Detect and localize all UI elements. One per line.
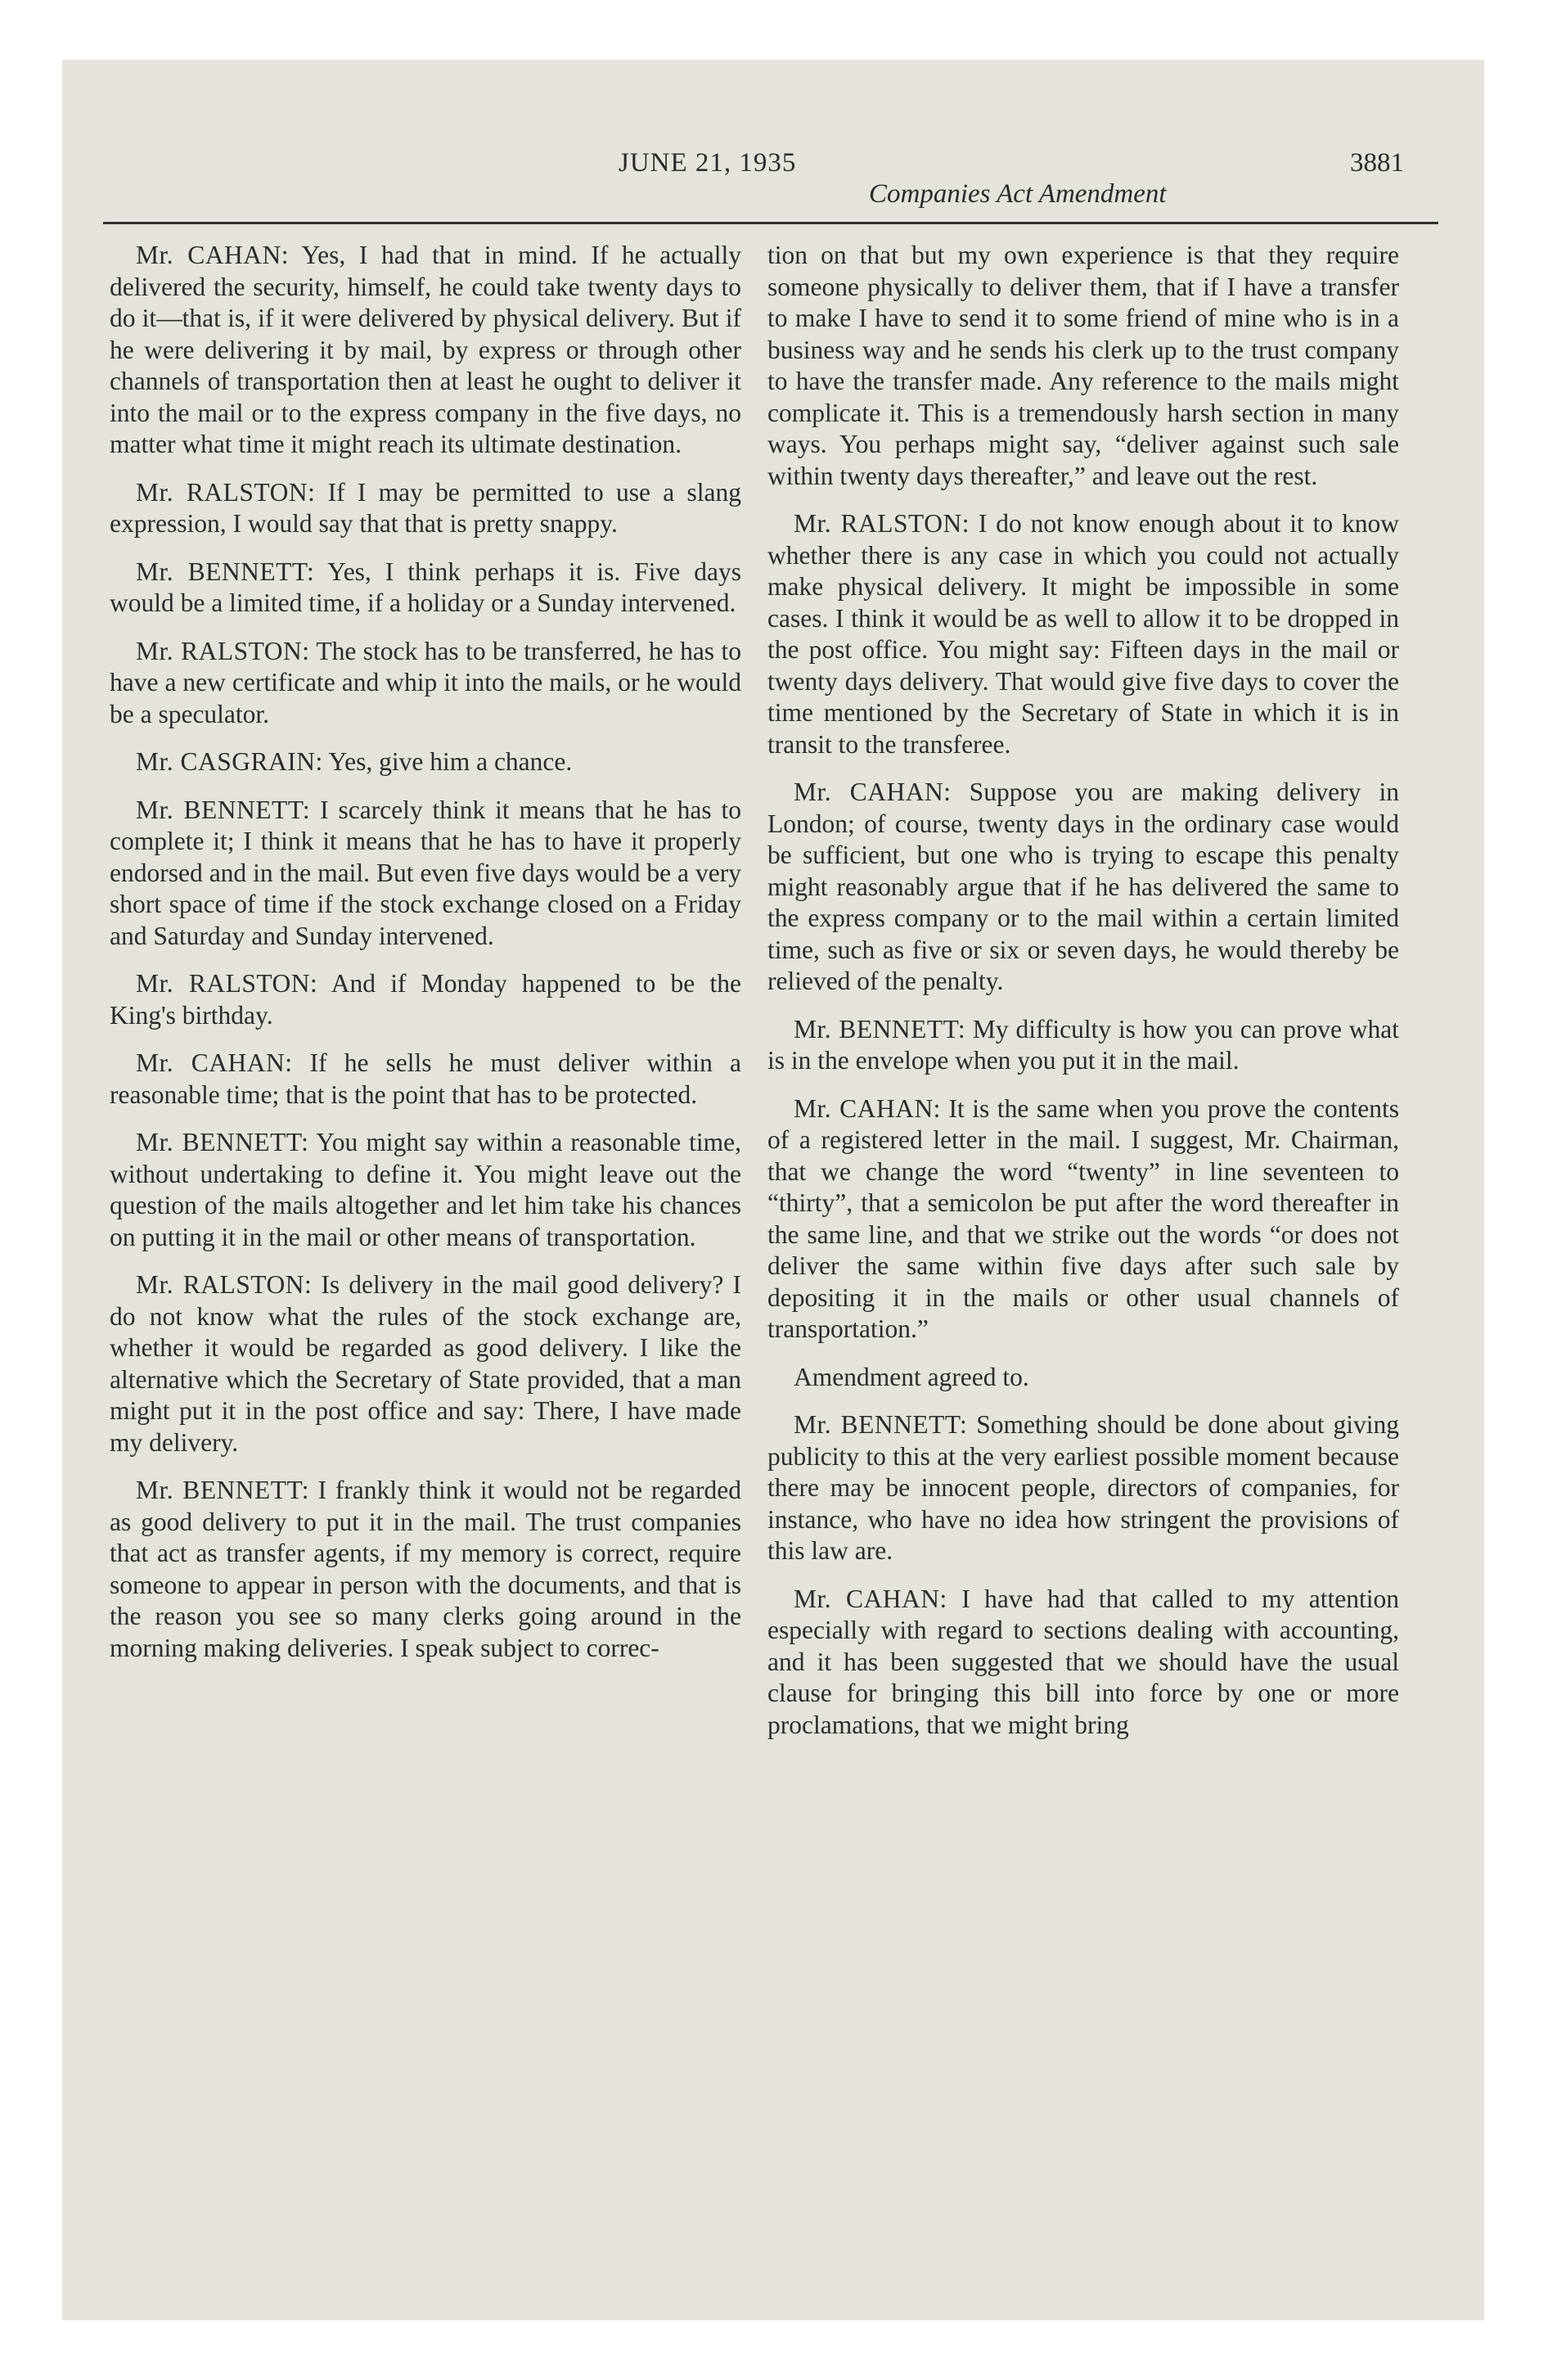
speaker-name: Mr. RALSTON: [136, 477, 316, 507]
paragraph-text: I frankly think it would not be regarded as good delivery to put it in the mail. The trust companies that act as transfer agents, if my memory is correct, require someone to appear in person with the documents, and that is the reason you see so many clerks going around in the morning making deliveries. I speak subject to correc- [110, 1476, 741, 1662]
paragraph-text: You might say within a reasonable time, without undertaking to define it. You might leave out the question of the mails altogether and let him take his chances on putting it in the mail or other means of transportation. [110, 1128, 741, 1251]
speaker-name: Mr. RALSTON: [794, 509, 970, 538]
paragraph [110, 477, 741, 540]
paragraph [767, 1014, 1399, 1077]
paragraph [110, 1127, 741, 1253]
speaker-name: Mr. RALSTON: [136, 969, 318, 998]
paragraph [767, 1409, 1399, 1567]
paragraph-text: It is the same when you prove the contents of a registered letter in the mail. I suggest, Mr. Chairman, that we change the word “twenty” in line seventeen to “thirty”, that a semicolon be put after the word thereafter in the same line, and that we strike out the words “or does not deliver the same within five days after such sale by depositing it in the mails or other usual channels of transportation.” [767, 1093, 1400, 1343]
speaker-name: Mr. CAHAN: [794, 1584, 947, 1613]
paragraph [110, 795, 741, 953]
paragraph-text: My difficulty is how you can prove what is in the envelope when you put it in the mail. [767, 1014, 1400, 1075]
header-rule [103, 222, 1438, 224]
paragraph [110, 557, 741, 620]
document-page [62, 60, 1484, 2320]
speaker-name: Mr. BENNETT: [136, 1476, 309, 1504]
paragraph [767, 1093, 1399, 1346]
paragraph-text: I have had that called to my attention especially with regard to sections dealing with accounting, and it has been suggested that we should have the usual clause for bringing this bill into force by one or more proclamations, that we might bring [767, 1584, 1400, 1739]
paragraph-text: Yes, I had that in mind. If he actually delivered the security, himself, he could take twenty days to do it—that is, if it were delivered by physical delivery. But if he were delivering it by mail, by express or through other channels of transportation then at least he ought to deliver it into the mail or to the express company in the five days, no matter what time it might reach its ultimate destination. [110, 241, 741, 458]
paragraph [767, 777, 1399, 998]
paragraph [110, 1048, 741, 1111]
speaker-name: Mr. BENNETT: [136, 1128, 309, 1156]
speaker-name: Mr. CASGRAIN: [136, 747, 323, 776]
speaker-name: Mr. BENNETT: [794, 1014, 966, 1044]
paragraph-text: Is delivery in the mail good delivery? I do not know what the rules of the stock exchange are, whether it would be regarded as good delivery. I like the alternative which the Secretary of State provided, that a man might put it in the post office and say: There, I have made my delivery. [110, 1270, 742, 1457]
speaker-name: Mr. CAHAN: [136, 1048, 293, 1077]
speaker-name: Mr. BENNETT: [136, 557, 315, 586]
paragraph [767, 1584, 1399, 1742]
speaker-name: Mr. CAHAN: [794, 778, 952, 806]
paragraph-text: Yes, I think perhaps it is. Five days would be a limited time, if a holiday or a Sunday intervened. [110, 557, 741, 617]
paragraph [110, 968, 741, 1031]
paragraph [110, 746, 741, 778]
speaker-name: Mr. CAHAN: [794, 1093, 941, 1123]
speaker-name: Mr. BENNETT: [794, 1410, 968, 1439]
paragraph-text: Yes, give him a chance. [328, 747, 573, 776]
speaker-name: Mr. BENNETT: [136, 795, 311, 824]
paragraph-continuation: tion on that but my own experience is that they require someone physically to deliver them, that if I have a transfer to make I have to send it to some friend of mine who is in a business way and he sends his clerk up to the trust company to have the transfer made. Any reference to the mails might complicate it. This is a tremendously harsh section in many ways. You perhaps might say, “deliver against such sale within twenty days thereafter,” and leave out the rest. [767, 241, 1399, 490]
paragraph-text: If he sells he must deliver within a reasonable time; that is the point that has to be protected. [110, 1048, 741, 1109]
page-number: 3881 [1350, 148, 1404, 178]
paragraph [110, 240, 741, 461]
header-date: JUNE 21, 1935 [619, 148, 797, 178]
left-column [110, 240, 741, 1680]
right-column [767, 240, 1399, 1757]
paragraph-text: And if Monday happened to be the King's birthday. [110, 969, 741, 1030]
stage-direction [767, 1362, 1399, 1394]
paragraph [110, 1475, 741, 1664]
paragraph-text: Amendment agreed to. [794, 1362, 1029, 1391]
paragraph [767, 508, 1399, 760]
speaker-name: Mr. RALSTON: [136, 1270, 313, 1299]
paragraph-text: I do not know enough about it to know whether there is any case in which you could not actually make physical delivery. It might be impossible in some cases. I think it would be as well to allow it to be dropped in the post office. You might say: Fifteen days in the mail or twenty days delivery. That would give five days to cover the time mentioned by the Secretary of State in which it is in transit to the transferee. [767, 509, 1400, 759]
paragraph-text: Suppose you are making delivery in London; of course, twenty days in the ordinary case would be sufficient, but one who is trying to escape this penalty might reasonably argue that if he has delivered the same to the express company or to the mail within a certain limited time, such as five or six or seven days, he would thereby be relieved of the penalty. [767, 778, 1400, 995]
paragraph [110, 636, 741, 731]
paragraph-text: Something should be done about giving publicity to this at the very earliest possible moment because there may be innocent people, directors of companies, for instance, who have no idea how stringent the provisions of this law are. [767, 1410, 1400, 1565]
speaker-name: Mr. RALSTON: [136, 636, 310, 665]
paragraph-text: If I may be permitted to use a slang expression, I would say that that is pretty snappy. [110, 477, 741, 538]
header-section-title: Companies Act Amendment [869, 179, 1167, 209]
paragraph-text: I scarcely think it means that he has to complete it; I think it means that he has to have it properly endorsed and in the mail. But even five days would be a very short space of time if the stock exchange closed on a Friday and Saturday and Sunday intervened. [110, 795, 742, 950]
speaker-name: Mr. CAHAN: [136, 241, 290, 269]
paragraph [110, 1269, 741, 1458]
paragraph-text: The stock has to be transferred, he has to have a new certificate and whip it into the mails, or he would be a speculator. [110, 636, 741, 728]
